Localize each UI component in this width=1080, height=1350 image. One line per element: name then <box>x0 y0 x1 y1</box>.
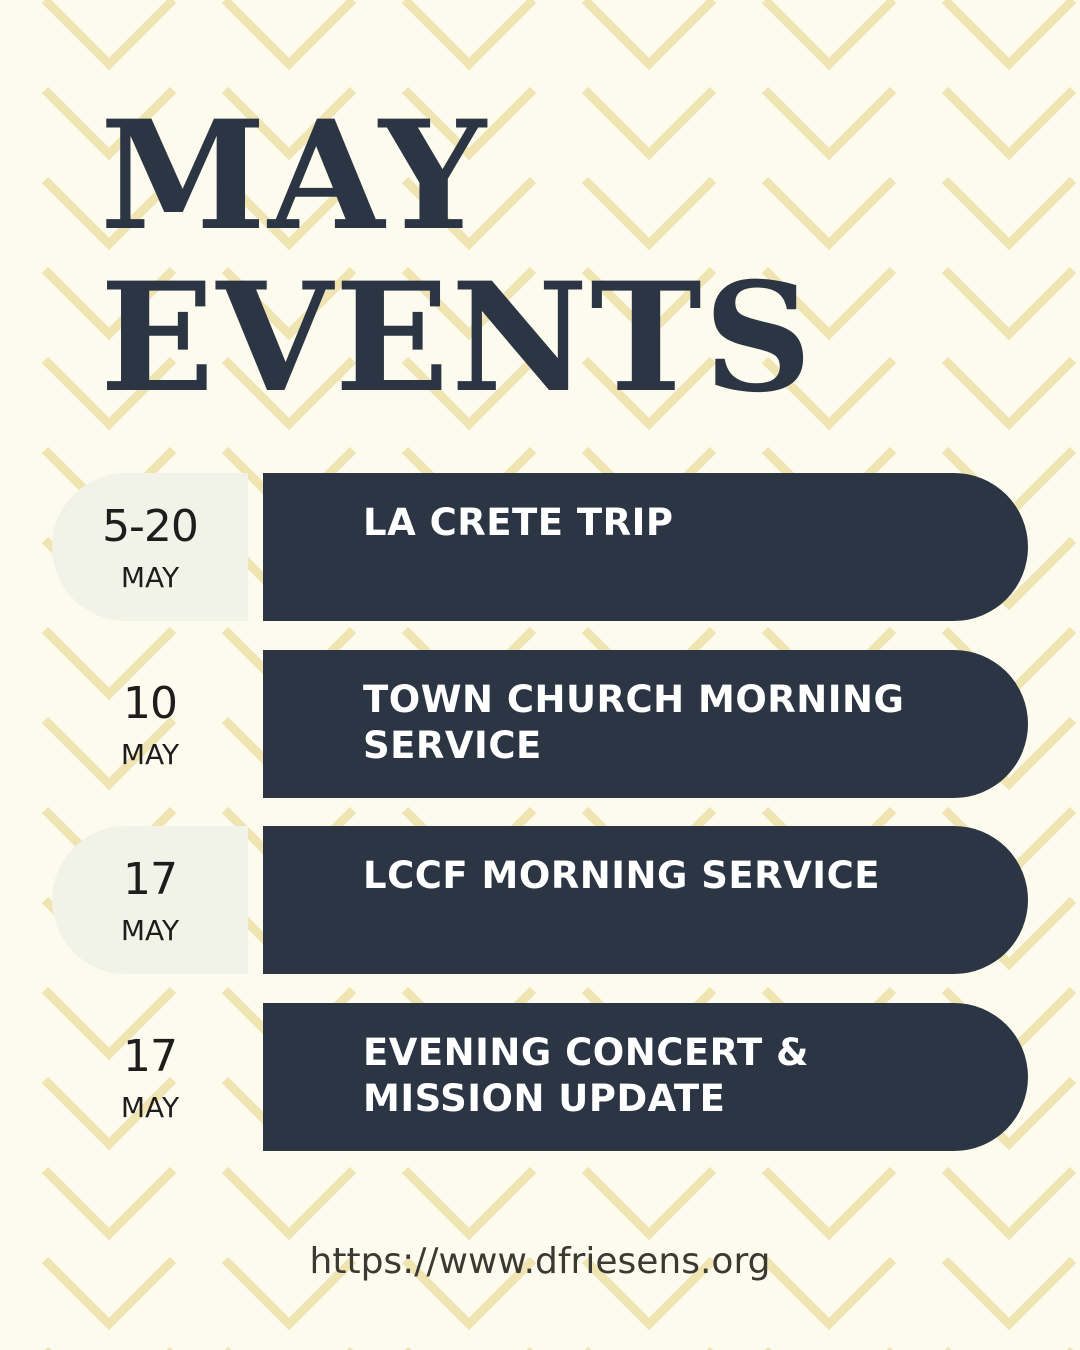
event-title: LA CRETE TRIP <box>363 501 674 544</box>
event-date-number: 5-20 <box>102 501 198 552</box>
chevron-stripe <box>225 1170 353 1234</box>
event-title-bar <box>263 1003 1028 1151</box>
event-date-month: MAY <box>120 561 180 594</box>
chevron-stripe <box>45 0 173 64</box>
chevron-stripe <box>945 180 1073 244</box>
chevron-stripe <box>945 0 1073 64</box>
event-date-number: 17 <box>123 1031 177 1082</box>
event-title-bar <box>263 650 1028 798</box>
event-date-month: MAY <box>120 1091 180 1124</box>
chevron-stripe <box>405 0 533 64</box>
event-title-bar <box>263 473 1028 621</box>
title-line-may: MAY <box>100 88 489 264</box>
event-date-month: MAY <box>120 914 180 947</box>
event-date <box>52 1003 248 1151</box>
chevron-stripe <box>45 1170 173 1234</box>
chevron-stripe <box>765 1170 893 1234</box>
event-date <box>52 473 248 621</box>
website-link[interactable]: https://www.dfriesens.org <box>309 1241 771 1282</box>
event-row <box>0 650 1080 798</box>
chevron-stripe <box>945 1170 1073 1234</box>
chevron-stripe <box>945 90 1073 154</box>
event-date-number: 10 <box>123 678 177 729</box>
chevron-stripe <box>765 0 893 64</box>
event-row <box>0 826 1080 974</box>
chevron-stripe <box>225 0 353 64</box>
title-line-events: EVENTS <box>100 250 815 426</box>
event-row <box>0 1003 1080 1151</box>
chevron-stripe <box>945 360 1073 424</box>
event-date-month: MAY <box>120 738 180 771</box>
event-date-number: 17 <box>123 854 177 905</box>
page-title <box>100 88 815 426</box>
chevron-stripe <box>585 0 713 64</box>
event-row <box>0 473 1080 621</box>
event-title: LCCF MORNING SERVICE <box>363 854 880 897</box>
chevron-stripe <box>405 1170 533 1234</box>
chevron-stripe <box>585 1170 713 1234</box>
event-title: TOWN CHURCH MORNING SERVICE <box>363 678 905 767</box>
event-title: EVENING CONCERT & MISSION UPDATE <box>363 1031 809 1120</box>
chevron-stripe <box>945 270 1073 334</box>
event-date <box>52 650 248 798</box>
event-title-bar <box>263 826 1028 974</box>
event-date <box>52 826 248 974</box>
